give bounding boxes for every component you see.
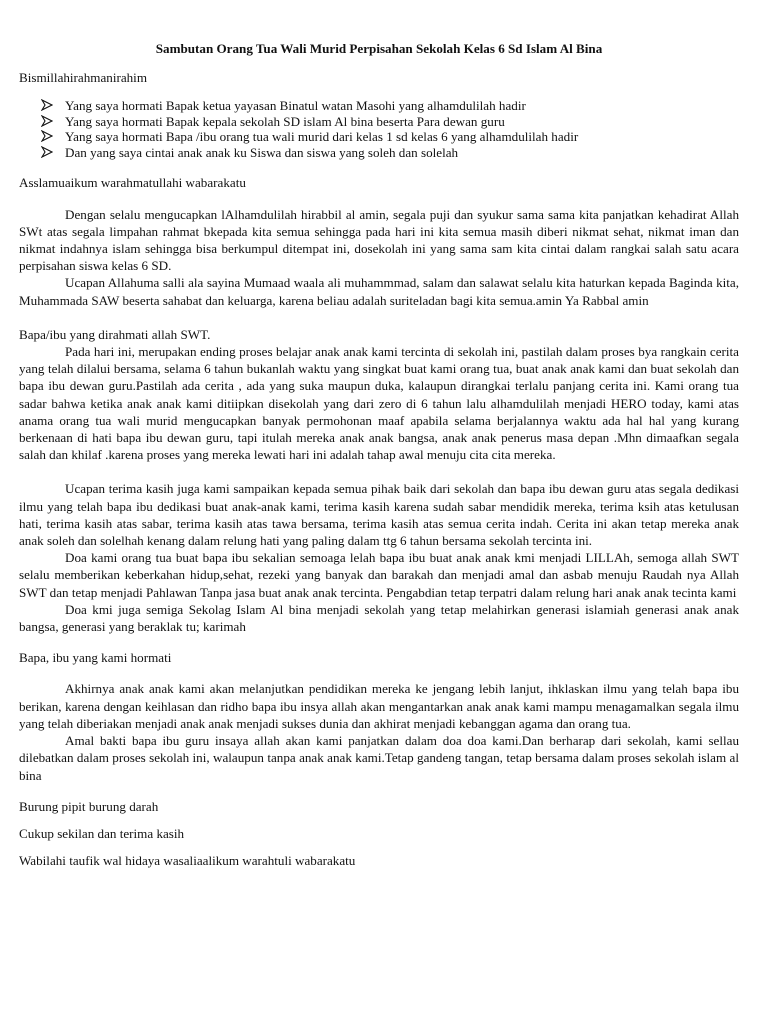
list-item xyxy=(41,145,739,161)
paragraph: Doa kami orang tua buat bapa ibu sekalian semoaga lelah bapa ibu buat anak anak kmi menjadi LILLAh, semoga allah SWT selalu memberikan keberkahan hidup,sehat, rezeki yang banyak dan barakah dan menjadi amal dan asbab menuju Raudah nya Allah SWT dan tetap menjadi Pahlawan Tanpa jasa buat anak anak tercinta. Pengabdian tetap terpatri dalam relung hari anak anak tecinta kami xyxy=(19,550,739,600)
thanks-line: Cukup sekilan dan terima kasih xyxy=(19,825,185,841)
opening-line: Bismillahirahmanirahim xyxy=(19,70,148,86)
paragraph: Amal bakti bapa ibu guru insaya allah akan kami panjatkan dalam doa doa kami.Dan berharap dari sekolah, kami sellau dilebatkan dalam proses sekolah ini, walaupun tanpa anak anak kami.Tetap gandeng tangan, tetap bersama dalam proses sekolah islam al bina xyxy=(19,733,739,783)
address-line: Bapa, ibu yang kami hormati xyxy=(19,650,172,666)
list-item xyxy=(41,114,739,130)
arrow-bullet-icon xyxy=(41,130,53,142)
paragraph: Ucapan terima kasih juga kami sampaikan kepada semua pihak baik dari sekolah dan bapa ibu dewan guru atas segala dedikasi ilmu yang telah bapa ibu dedikasi buat anak-anak kami, terima kasih karena sudah sabar mendidik mereka, terima ksih atas ketulusan hati, terima kasih atas sabar, terima kasih atas tawa bersama, terima kasih atas semua cerita indah. Cerita ini akan tetap mereka anak anak soleh dan solelhah kenang dalam relung hati yang paling dalam ttg 6 tahun bersama sekolah tercinta ini. xyxy=(19,481,739,549)
list-item-text: Yang saya hormati Bapak kepala sekolah SD islam Al bina beserta Para dewan guru xyxy=(65,113,505,129)
list-item-text: Yang saya hormati Bapa /ibu orang tua wali murid dari kelas 1 sd kelas 6 yang alhamdulilah hadir xyxy=(65,129,579,145)
paragraph: Pada hari ini, merupakan ending proses belajar anak anak kami tercinta di sekolah ini, pastilah dalam proses bya rangkain cerita yang telah dilalui bersama, selama 6 tahun bukanlah waktu yang singkat buat kami orang tua, buat anak anak kami dan buat sekolah dan bapa ibu dewan guru.Pastilah ada cerita , ada yang suka maupun duka, kalaupun dirangkai terlalu panjang cerita ini. Kami orang tua sadar bahwa ketika anak anak kami ditiipkan disekolah yang dari zero di 6 tahun lalu alhamdulilah menjadi HERO today, kami atas anama orang tua wali murid mengucapkan banyak permohonan maaf apabila selama berjalannya waktu ada hal hal yang kurang berkenaan di hati bapa ibu dewan guru, tapi itulah mereka anak anak bangsa, anak anak penerus masa depan .Mhn dimaafkan segala salah dan khilaf .karena proses yang mereka lewati hari ini adalah tahap awal menuju cita cita mereka. xyxy=(19,344,739,463)
document-title: Sambutan Orang Tua Wali Murid Perpisahan Sekolah Kelas 6 Sd Islam Al Bina xyxy=(155,41,603,56)
arrow-bullet-icon xyxy=(41,99,53,111)
paragraph: Dengan selalu mengucapkan lAlhamdulilah hirabbil al amin, segala puji dan syukur sama sama kita panjatkan kehadirat Allah SWt atas segala limpahan rahmat bkepada kita semua sehingga pada hari ini kita semua masih diberi nikmat sehat, nikmat iman dan nikmat indahnya islam sehingga bisa berkumpul ditempat ini, dosekolah ini yang sama sam kita cintai dalam rangkai salah satu acara perpisahan siswa kelas 6 SD. xyxy=(19,206,739,274)
pantun-line: Burung pipit burung darah xyxy=(19,798,159,814)
arrow-bullet-icon xyxy=(41,115,53,127)
paragraph: Ucapan Allahuma salli ala sayina Mumaad waala ali muhammmad, salam dan salawat selalu kita haturkan kepada Baginda kita, Muhammada SAW beserta sahabat dan keluarga, karena beliau adalah suriteladan bagi kita semua.amin Ya Rabbal amin xyxy=(19,275,739,308)
paragraph: Doa kmi juga semiga Sekolag Islam Al bina menjadi sekolah yang tetap melahirkan generasi islamiah generasi anak anak bangsa, generasi yang beraklak tu; karimah xyxy=(19,601,739,635)
list-item xyxy=(41,129,739,145)
greeting-line: Asslamuaikum warahmatullahi wabarakatu xyxy=(19,175,246,191)
address-line: Bapa/ibu yang dirahmati allah SWT. xyxy=(19,326,211,342)
list-item xyxy=(41,98,739,114)
arrow-bullet-icon xyxy=(41,146,53,158)
list-item-text: Yang saya hormati Bapak ketua yayasan Binatul watan Masohi yang alhamdulilah hadir xyxy=(65,98,526,114)
closing-line: Wabilahi taufik wal hidaya wasaliaalikum warahtuli wabarakatu xyxy=(19,853,356,869)
list-item-text: Dan yang saya cintai anak anak ku Siswa dan siswa yang soleh dan solelah xyxy=(65,144,459,160)
paragraph: Akhirnya anak anak kami akan melanjutkan pendidikan mereka ke jengang lebih lanjut, ihklaskan ilmu yang telah bapa ibu berikan, karena dengan keihlasan dan ridho bapa ibu insya allah akan mengantarkan anak anak kami mampu menagamalkan segala ilmu yang telah diberiakan menjadi anak anak menjadi sukses dunia dan akhirat menjadi kebanggan agama dan orang tua. xyxy=(19,681,739,731)
document-page xyxy=(19,40,739,869)
salutation-list xyxy=(19,98,739,160)
